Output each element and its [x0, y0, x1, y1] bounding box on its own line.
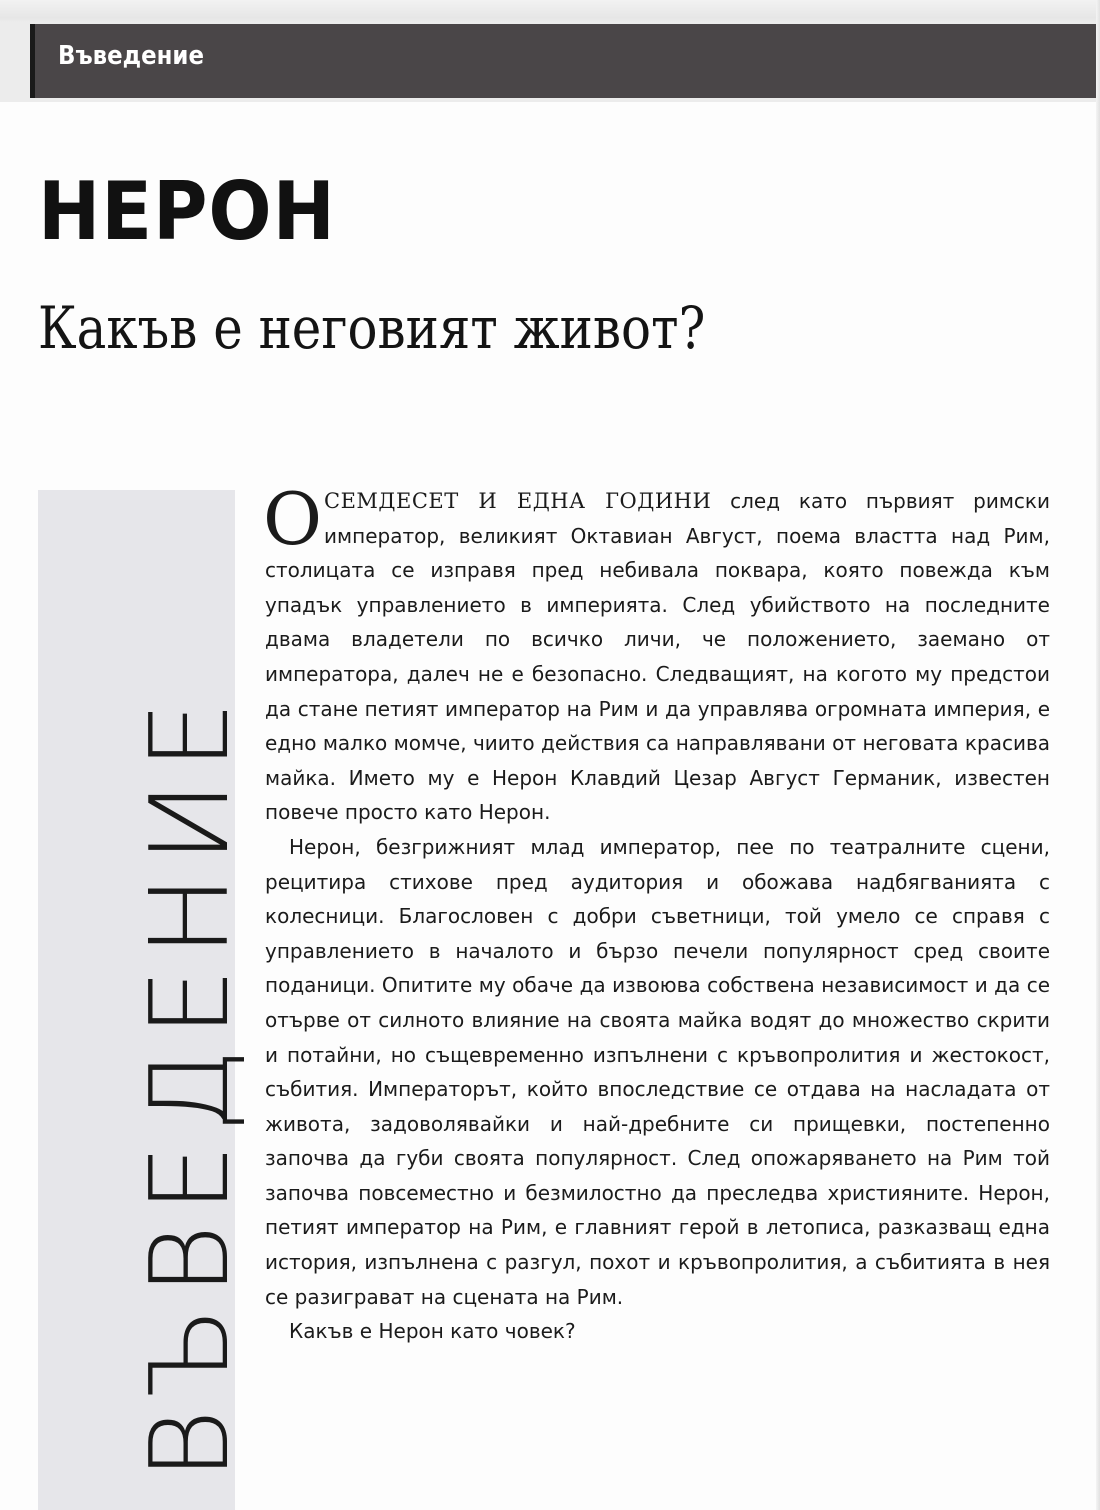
paragraph-second: Нерон, безгрижният млад император, пее по театралните сцени, рецитира стихове пред аудитория и обожава надбягванията с колесници. Благословен с добри съветници, той умело се справя с управлението в началото и бързо печели популярност сред своите поданици. Опитите му обаче да извоюва собствена независимост и да се отърве от силното влияние на своята майка водят до множество скрити и потайни, но същевременно изпълнени с кръвопролития и жестокост, събития. Императорът, който впоследствие се отдава на насладата от живота, задоволявайки и най-дребните си прищевки, постепенно започва да губи своята популярност. След опожаряването на Рим той започва повсеместно и безмилостно да преследва християните. Нерон, петият император на Рим, е главният герой в летописа, разказващ една история, изпълнена с разгул, похот и кръвопролития, а събитията в нея се разиграват на сцената на Рим.: [265, 834, 1050, 1309]
article-body: [263, 477, 1050, 1349]
section-label: Въведение: [58, 41, 204, 71]
paragraph-intro: [263, 477, 1050, 830]
page-title: НЕРОН: [38, 165, 336, 258]
paragraph-intro-text: след като първият римски император, великият Октавиан Август, поема властта над Рим, столицата се изправя пред небивала поквара, която повежда към упадък управлението в империята. След убийството на последните двама владетели по всичко личи, че положението, заемано от императора, далеч не е безопасно. Следващият, на когото му предстои да стане петият император на Рим и да управлява огромната империя, е едно малко момче, чиито действия са направлявани от неговата красива майка. Името му е Нерон Клавдий Цезар Август Германик, известен повече просто като Нерон.: [265, 489, 1050, 825]
vertical-section-word: ВЪВЕДЕНИЕ: [128, 689, 253, 1480]
page-subtitle: Какъв е неговият живот?: [38, 294, 706, 362]
drop-cap: О: [263, 477, 323, 561]
header-tab-marker: [30, 24, 35, 98]
paragraph-question: Какъв е Нерон като човек?: [289, 1319, 576, 1344]
lead-caps: СЕМДЕСЕТ И ЕДНА ГОДИНИ: [324, 489, 712, 513]
page-edge: [1096, 0, 1100, 1510]
section-header-bar: [30, 24, 1100, 98]
